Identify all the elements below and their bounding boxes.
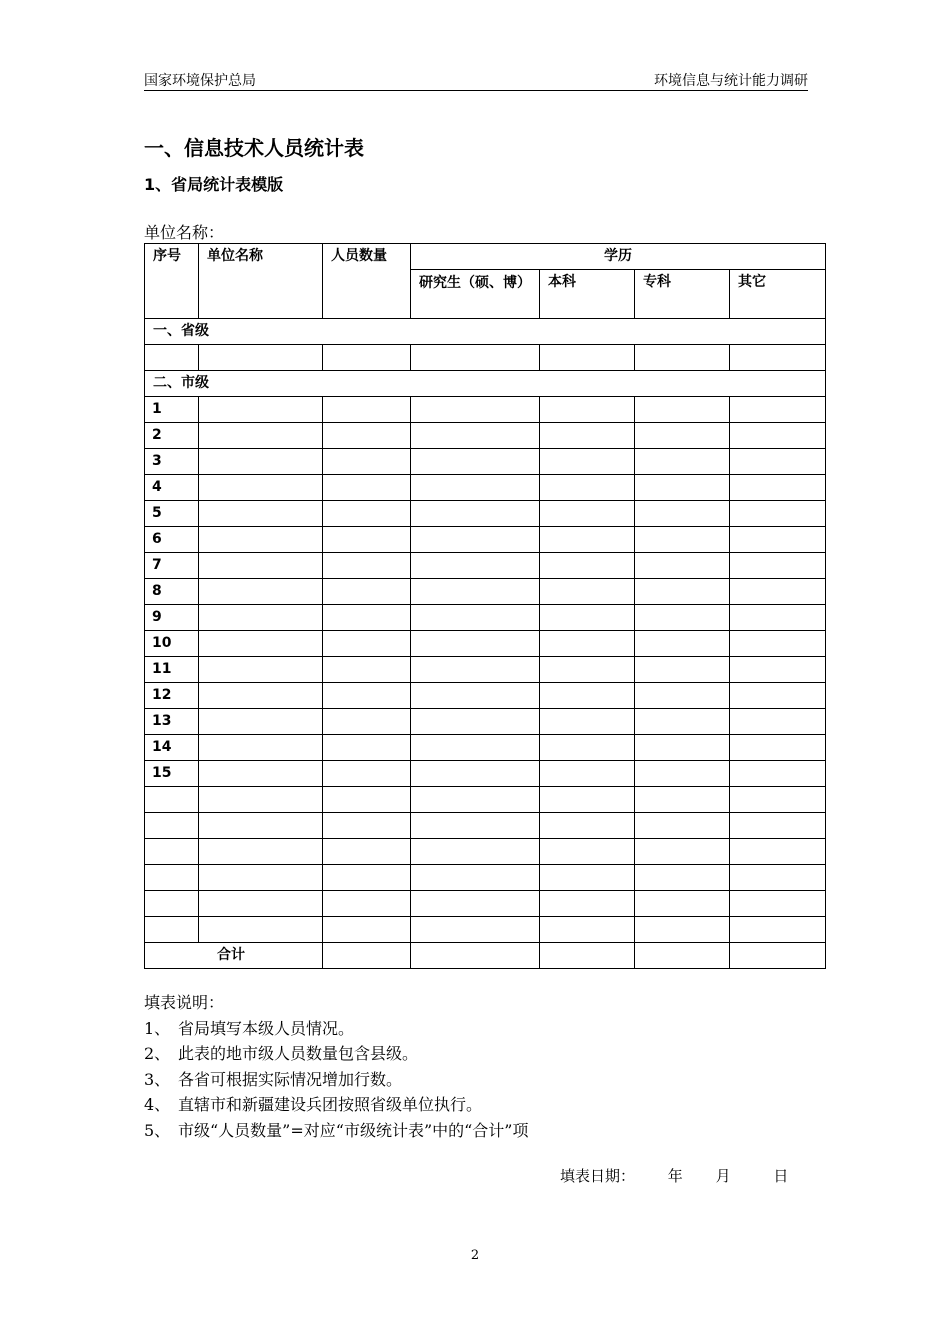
table-cell[interactable]: [323, 657, 411, 683]
table-cell[interactable]: [199, 449, 323, 475]
header-report-title: 环境信息与统计能力调研: [654, 73, 808, 89]
table-cell[interactable]: [323, 605, 411, 631]
table-cell[interactable]: [199, 891, 323, 917]
table-cell[interactable]: [730, 397, 826, 423]
table-row: [145, 683, 826, 709]
instruction-item: [144, 1016, 529, 1042]
row-number: 14: [145, 735, 199, 761]
table-cell[interactable]: [540, 397, 635, 423]
table-cell[interactable]: [323, 761, 411, 787]
row-number: [145, 865, 199, 891]
table-cell[interactable]: [411, 839, 540, 865]
table-row: [145, 449, 826, 475]
table-cell[interactable]: [635, 709, 730, 735]
table-cell[interactable]: [730, 605, 826, 631]
table-cell[interactable]: [730, 943, 826, 969]
instruction-item: [144, 1041, 529, 1067]
table-cell[interactable]: [730, 475, 826, 501]
table-row: [145, 579, 826, 605]
table-cell[interactable]: [635, 813, 730, 839]
table-cell[interactable]: [411, 449, 540, 475]
table-cell[interactable]: [199, 397, 323, 423]
table-cell[interactable]: [199, 631, 323, 657]
table-cell[interactable]: [323, 631, 411, 657]
fill-date-label: 填表日期：: [560, 1167, 636, 1185]
table-cell[interactable]: [199, 683, 323, 709]
instruction-text: 此表的地市级人员数量包含县级。: [178, 1044, 419, 1063]
table-row: [145, 501, 826, 527]
table-cell[interactable]: [730, 449, 826, 475]
table-row: [145, 475, 826, 501]
table-cell[interactable]: [323, 683, 411, 709]
total-row: [145, 943, 826, 969]
row-number: 13: [145, 709, 199, 735]
table-cell[interactable]: [540, 527, 635, 553]
table-row: [145, 709, 826, 735]
table-cell[interactable]: [635, 917, 730, 943]
row-number: 6: [145, 527, 199, 553]
table-row: [145, 423, 826, 449]
header-organization: 国家环境保护总局: [144, 73, 256, 89]
table-cell[interactable]: [199, 501, 323, 527]
table-row: [145, 891, 826, 917]
instruction-text: 市级“人员数量”=对应“市级统计表”中的“合计”项: [178, 1120, 529, 1140]
table-cell[interactable]: [635, 579, 730, 605]
table-cell[interactable]: [411, 657, 540, 683]
table-cell[interactable]: [199, 735, 323, 761]
instruction-number: 1、: [144, 1018, 171, 1038]
unit-name-label: 单位名称：: [144, 223, 225, 242]
row-number: 3: [145, 449, 199, 475]
table-cell[interactable]: [635, 839, 730, 865]
table-row: [145, 761, 826, 787]
table-cell[interactable]: [635, 397, 730, 423]
header-other: 其它: [730, 270, 826, 319]
instruction-text: 省局填写本级人员情况。: [178, 1018, 355, 1038]
table-row: [145, 527, 826, 553]
table-cell[interactable]: [323, 423, 411, 449]
table-cell[interactable]: [730, 345, 826, 371]
table-cell[interactable]: [730, 735, 826, 761]
table-cell[interactable]: [540, 553, 635, 579]
table-cell[interactable]: [323, 553, 411, 579]
table-cell[interactable]: [411, 605, 540, 631]
fill-date: [560, 1165, 788, 1186]
instructions-title: 填表说明：: [144, 993, 225, 1012]
table-cell[interactable]: [199, 579, 323, 605]
instruction-number: 5、: [144, 1120, 171, 1140]
table-cell[interactable]: [323, 345, 411, 371]
table-row: [145, 917, 826, 943]
header-seq: 序号: [145, 244, 199, 319]
table-cell[interactable]: [145, 345, 199, 371]
table-cell[interactable]: [411, 397, 540, 423]
table-cell[interactable]: [540, 657, 635, 683]
table-cell[interactable]: [730, 553, 826, 579]
table-cell[interactable]: [730, 423, 826, 449]
row-number: 5: [145, 501, 199, 527]
table-cell[interactable]: [730, 579, 826, 605]
table-cell[interactable]: [730, 787, 826, 813]
table-cell[interactable]: [411, 423, 540, 449]
table-cell[interactable]: [635, 787, 730, 813]
row-number: 4: [145, 475, 199, 501]
table-cell[interactable]: [540, 865, 635, 891]
table-cell[interactable]: [323, 527, 411, 553]
table-cell[interactable]: [411, 683, 540, 709]
table-cell[interactable]: [635, 475, 730, 501]
table-cell[interactable]: [323, 709, 411, 735]
row-number: 11: [145, 657, 199, 683]
header-college: 专科: [635, 270, 730, 319]
table-cell[interactable]: [730, 917, 826, 943]
table-cell[interactable]: [635, 683, 730, 709]
table-cell[interactable]: [540, 917, 635, 943]
page-header: [144, 70, 808, 91]
row-number: 1: [145, 397, 199, 423]
table-cell[interactable]: [411, 813, 540, 839]
instruction-text: 各省可根据实际情况增加行数。: [178, 1069, 403, 1089]
header-bachelor: 本科: [540, 270, 635, 319]
table-cell[interactable]: [323, 501, 411, 527]
statistics-table: [144, 243, 826, 969]
row-number: 7: [145, 553, 199, 579]
table-cell[interactable]: [730, 527, 826, 553]
table-cell[interactable]: [199, 345, 323, 371]
fill-date-year: 年: [667, 1167, 683, 1185]
table-cell[interactable]: [540, 631, 635, 657]
table-cell[interactable]: [540, 735, 635, 761]
table-row: [145, 787, 826, 813]
table-cell[interactable]: [540, 501, 635, 527]
subsection-title: 1、省局统计表模版: [144, 175, 284, 194]
table-cell[interactable]: [540, 449, 635, 475]
table-cell[interactable]: [199, 553, 323, 579]
table-cell[interactable]: [730, 865, 826, 891]
table-row: [145, 813, 826, 839]
table-cell[interactable]: [635, 657, 730, 683]
fill-date-month: 月: [715, 1167, 731, 1185]
table-cell[interactable]: [411, 891, 540, 917]
row-number: 9: [145, 605, 199, 631]
table-cell[interactable]: [199, 787, 323, 813]
table-cell[interactable]: [411, 709, 540, 735]
table-cell[interactable]: [540, 943, 635, 969]
table-cell[interactable]: [411, 345, 540, 371]
table-cell[interactable]: [540, 709, 635, 735]
table-cell[interactable]: [323, 787, 411, 813]
table-cell[interactable]: [323, 813, 411, 839]
table-cell[interactable]: [635, 865, 730, 891]
filling-instructions: [144, 990, 529, 1143]
instructions-list: [144, 1016, 529, 1144]
section-title: 一、信息技术人员统计表: [144, 136, 364, 160]
table-cell[interactable]: [323, 891, 411, 917]
row-number: [145, 813, 199, 839]
row-number: 2: [145, 423, 199, 449]
table-row: [145, 865, 826, 891]
province-section-row: [145, 319, 826, 345]
table-row: [145, 553, 826, 579]
instruction-text: 直辖市和新疆建设兵团按照省级单位执行。: [178, 1095, 483, 1114]
header-unit-name: 单位名称: [199, 244, 323, 319]
table-cell[interactable]: [540, 683, 635, 709]
instruction-item: [144, 1092, 529, 1118]
table-cell[interactable]: [323, 475, 411, 501]
city-section-label: 二、市级: [145, 371, 826, 397]
table-row: [145, 605, 826, 631]
table-cell[interactable]: [411, 787, 540, 813]
row-number: 10: [145, 631, 199, 657]
page-number: 2: [470, 1248, 480, 1263]
table-cell[interactable]: [730, 501, 826, 527]
province-data-row: [145, 345, 826, 371]
table-cell[interactable]: [635, 501, 730, 527]
table-cell[interactable]: [199, 527, 323, 553]
table-cell[interactable]: [635, 423, 730, 449]
table-cell[interactable]: [323, 865, 411, 891]
table-cell[interactable]: [411, 761, 540, 787]
row-number: 15: [145, 761, 199, 787]
table-cell[interactable]: [323, 917, 411, 943]
table-cell[interactable]: [199, 605, 323, 631]
table-cell[interactable]: [199, 657, 323, 683]
table-cell[interactable]: [635, 345, 730, 371]
table-cell[interactable]: [635, 943, 730, 969]
city-section-row: [145, 371, 826, 397]
table-row: [145, 397, 826, 423]
row-number: 12: [145, 683, 199, 709]
table-cell[interactable]: [323, 579, 411, 605]
table-cell[interactable]: [730, 683, 826, 709]
header-row-1: [145, 244, 826, 270]
table-cell[interactable]: [411, 501, 540, 527]
table-cell[interactable]: [540, 605, 635, 631]
row-number: [145, 891, 199, 917]
table-cell[interactable]: [323, 397, 411, 423]
table-cell[interactable]: [199, 761, 323, 787]
table-cell[interactable]: [199, 475, 323, 501]
table-cell[interactable]: [540, 787, 635, 813]
table-cell[interactable]: [199, 917, 323, 943]
table-cell[interactable]: [540, 891, 635, 917]
table-cell[interactable]: [199, 709, 323, 735]
table-cell[interactable]: [411, 527, 540, 553]
table-cell[interactable]: [540, 423, 635, 449]
table-row: [145, 631, 826, 657]
table-cell[interactable]: [730, 761, 826, 787]
table-cell[interactable]: [199, 865, 323, 891]
instruction-number: 2、: [144, 1044, 171, 1063]
table-cell[interactable]: [411, 943, 540, 969]
table-cell[interactable]: [411, 735, 540, 761]
row-number: [145, 787, 199, 813]
table-row: [145, 839, 826, 865]
table-row: [145, 657, 826, 683]
table-cell[interactable]: [411, 579, 540, 605]
header-education: 学历: [411, 244, 826, 270]
table-cell[interactable]: [730, 709, 826, 735]
table-cell[interactable]: [540, 813, 635, 839]
header-postgraduate: 研究生（硕、博）: [411, 270, 540, 319]
table-cell[interactable]: [540, 475, 635, 501]
table-cell[interactable]: [540, 579, 635, 605]
table-cell[interactable]: [635, 761, 730, 787]
table-cell[interactable]: [411, 631, 540, 657]
table-cell[interactable]: [635, 735, 730, 761]
row-number: [145, 839, 199, 865]
table-cell[interactable]: [411, 865, 540, 891]
province-section-label: 一、省级: [145, 319, 826, 345]
instruction-item: [144, 1118, 529, 1144]
table-cell[interactable]: [730, 631, 826, 657]
table-cell[interactable]: [730, 813, 826, 839]
table-cell[interactable]: [540, 839, 635, 865]
table-cell[interactable]: [411, 553, 540, 579]
table-cell[interactable]: [323, 839, 411, 865]
table-cell[interactable]: [635, 527, 730, 553]
table-cell[interactable]: [323, 735, 411, 761]
table-cell[interactable]: [540, 345, 635, 371]
table-cell[interactable]: [635, 891, 730, 917]
row-number: 8: [145, 579, 199, 605]
instruction-number: 4、: [144, 1095, 171, 1114]
table-cell[interactable]: [730, 657, 826, 683]
table-cell[interactable]: [411, 475, 540, 501]
row-number: [145, 917, 199, 943]
table-cell[interactable]: [635, 631, 730, 657]
instruction-item: [144, 1067, 529, 1093]
table-cell[interactable]: [635, 449, 730, 475]
header-staff-count: 人员数量: [323, 244, 411, 319]
table-cell[interactable]: [199, 813, 323, 839]
table-cell[interactable]: [199, 839, 323, 865]
table-cell[interactable]: [540, 761, 635, 787]
table-cell[interactable]: [199, 423, 323, 449]
table-cell[interactable]: [323, 449, 411, 475]
table-cell[interactable]: [323, 943, 411, 969]
table-cell[interactable]: [730, 891, 826, 917]
table-row: [145, 735, 826, 761]
total-label: 合计: [145, 943, 323, 969]
instruction-number: 3、: [144, 1069, 171, 1089]
table-cell[interactable]: [635, 605, 730, 631]
fill-date-day: 日: [773, 1167, 789, 1185]
table-cell[interactable]: [635, 553, 730, 579]
table-cell[interactable]: [411, 917, 540, 943]
table-cell[interactable]: [730, 839, 826, 865]
